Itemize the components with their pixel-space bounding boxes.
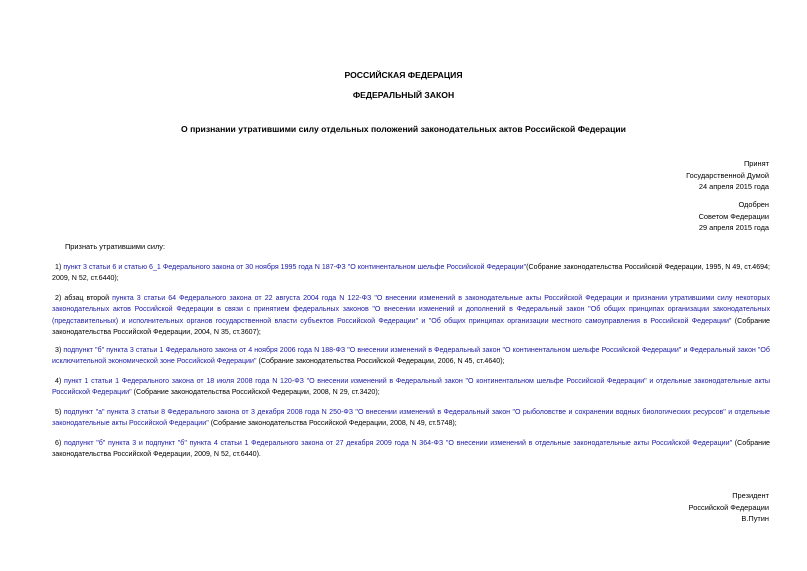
item-prefix: 3) <box>55 346 64 354</box>
signature-line: Российской Федерации <box>688 502 769 512</box>
item-suffix: (Собрание законодательства Российской Федерации, 2004, N 35, ст.3607); <box>52 316 770 336</box>
approved-block <box>699 199 769 234</box>
item-suffix: (Собрание законодательства Российской Федерации, 1995, N 49, ст.4694; 2009, N 52, ст.6440); <box>52 263 770 283</box>
item-prefix: 1) <box>55 263 64 271</box>
item-prefix: 2) абзац второй <box>55 294 113 302</box>
item-suffix: (Собрание законодательства Российской Федерации, 2008, N 49, ст.5748); <box>208 419 457 428</box>
law-link[interactable]: подпункт "б" пункта 3 и подпункт "б" пункта 4 статьи 1 Федерального закона от 27 декабря 2009 года N 364-ФЗ "О внесении изменений в отдельные законодательные акты Российской Федерации" <box>64 439 733 447</box>
list-item <box>52 438 770 462</box>
approved-line: Одобрен <box>738 200 769 209</box>
approved-line: Советом Федерации <box>698 211 769 221</box>
law-link[interactable]: пункт 1 статьи 1 Федерального закона от 18 июля 2008 года N 120-ФЗ "О внесении изменений в Федеральный закон "О континентальном шельфе Российской Федерации" и отдельные законодательные акты Российской Федерации" <box>52 377 770 397</box>
law-link[interactable]: пункт 3 статьи 6 и статью 6_1 Федерального закона от 30 ноября 1995 года N 187-ФЗ "О континентальном шельфе Российской Федерации" <box>63 263 527 271</box>
item-suffix: (Собрание законодательства Российской Федерации, 2008, N 29, ст.3420); <box>131 388 380 397</box>
signature-line: Президент <box>732 491 769 500</box>
signature-line: В.Путин <box>741 514 769 523</box>
law-link[interactable]: подпункт "а" пункта 3 статьи 8 Федерального закона от 3 декабря 2008 года N 250-ФЗ "О внесении изменений в Федеральный закон "О рыболовстве и сохранении водных биологических ресурсов" и отдельные законодательные акты Российской Федерации" <box>52 408 770 428</box>
accepted-line: Государственной Думой <box>686 170 769 180</box>
item-suffix: (Собрание законодательства Российской Федерации, 2009, N 52, ст.6440). <box>52 439 770 459</box>
list-item <box>52 262 770 286</box>
item-suffix: (Собрание законодательства Российской Федерации, 2006, N 45, ст.4640); <box>256 357 505 366</box>
item-prefix: 4) <box>55 377 64 385</box>
intro-text: Признать утратившими силу: <box>65 242 166 251</box>
item-prefix: 5) <box>55 408 64 416</box>
accepted-line: 24 апреля 2015 года <box>698 182 769 191</box>
list-item <box>52 293 770 339</box>
document-title: О признании утратившими силу отдельных положений законодательных актов Российской Федерации <box>181 124 626 134</box>
list-item <box>52 407 770 431</box>
list-item <box>52 376 770 400</box>
list-item <box>52 345 770 369</box>
approved-line: 29 апреля 2015 года <box>698 223 769 232</box>
country-heading: РОССИЙСКАЯ ФЕДЕРАЦИЯ <box>344 70 463 80</box>
accepted-line: Принят <box>743 159 769 168</box>
law-link[interactable]: пункта 3 статьи 64 Федерального закона от 22 августа 2004 года N 122-ФЗ "О внесении изменений в законодательные акты Российской Федерации и признании утратившими силу некоторых законодательных актов Российской Федерации в связи с принятием федеральных законов "О внесении изменений и дополнений в Федеральный закон "Об общих принципах организации законодательных (представительных) и исполнительных органов государственной власти субъектов Российской Федерации" и "Об общих принципах организации местного самоуправления в Российской Федерации" <box>52 294 770 325</box>
accepted-block <box>686 158 769 193</box>
item-prefix: 6) <box>55 439 64 447</box>
law-link[interactable]: подпункт "б" пункта 3 статьи 1 Федерального закона от 4 ноября 2006 года N 188-ФЗ "О внесении изменений в Федеральный закон "О континентальном шельфе Российской Федерации" и Федеральный закон "Об исключительной экономической зоне Российской Федерации" <box>52 346 770 366</box>
doc-type-heading: ФЕДЕРАЛЬНЫЙ ЗАКОН <box>352 90 455 100</box>
signature-block <box>689 490 769 525</box>
